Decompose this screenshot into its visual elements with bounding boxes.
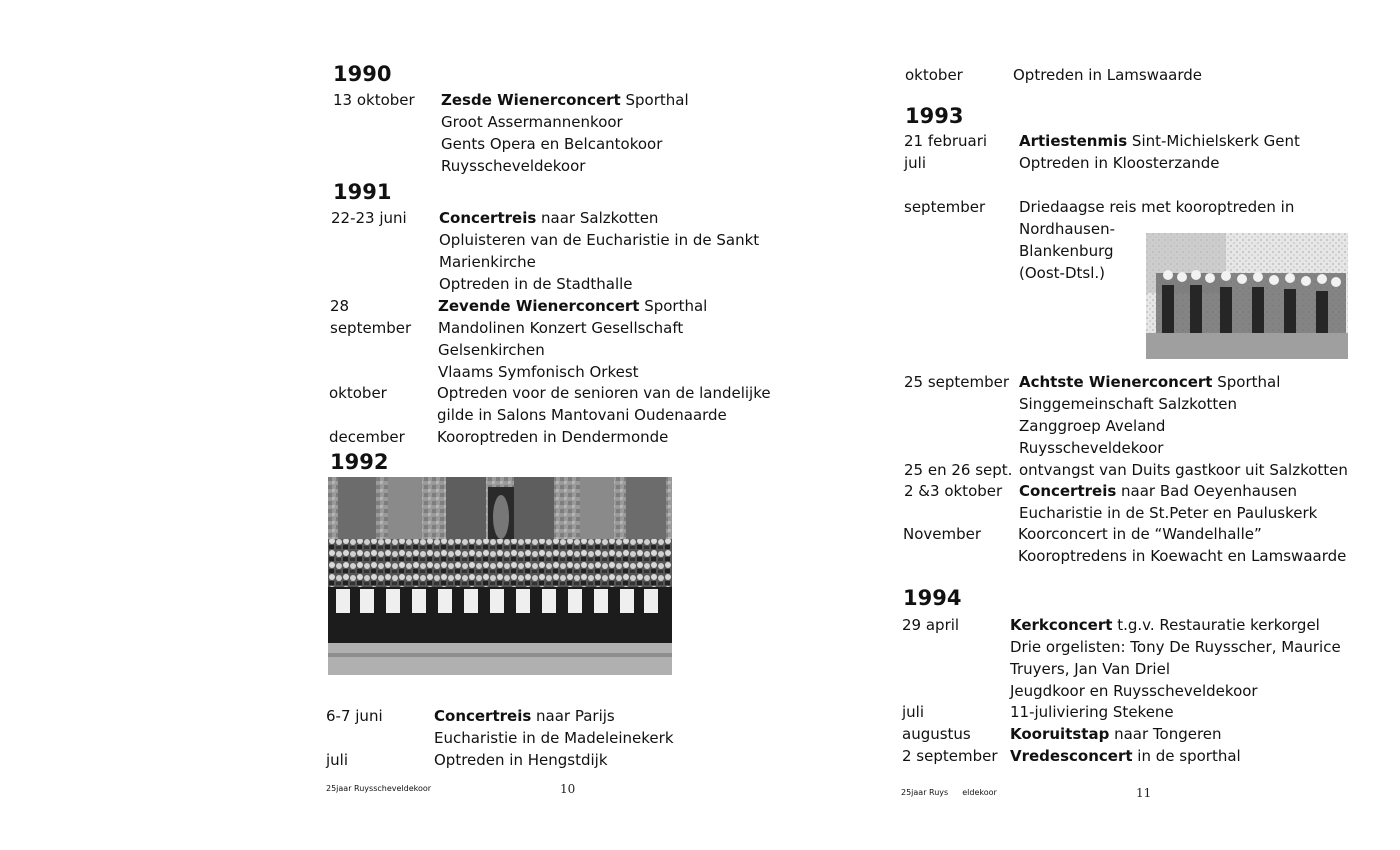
- year-heading-1993: 1993: [905, 104, 964, 128]
- entry-line: [1010, 614, 1341, 636]
- entry-date: [902, 723, 1010, 745]
- page-number: 11: [1136, 786, 1152, 800]
- year-heading-1991: 1991: [333, 180, 392, 204]
- entry-date: [902, 614, 1010, 702]
- entry-text-run: Kooroptredens in Koewacht en Lamswaarde: [1018, 547, 1347, 565]
- choir-photo-icon: [328, 477, 672, 675]
- footer-text-part: eldekoor: [962, 788, 997, 797]
- entry-text-run: naar Bad Oeyenhausen: [1116, 482, 1298, 500]
- entry-text-run: in de sporthal: [1132, 747, 1241, 765]
- year-heading-1994: 1994: [903, 586, 962, 610]
- entry-line: [438, 295, 707, 317]
- entry-text: [1019, 480, 1317, 524]
- entry-text-run: Optreden in Lamswaarde: [1013, 66, 1203, 84]
- entry-date-line: augustus: [902, 725, 971, 743]
- entry-date-line: september: [904, 198, 986, 216]
- entry-line: [1010, 745, 1241, 767]
- entry-text-run: Optreden voor de senioren van de landelijke: [437, 384, 771, 402]
- entry-date: [331, 207, 439, 295]
- entry-line: [1019, 415, 1280, 437]
- entry-line: [441, 155, 689, 177]
- entry-row: [333, 89, 689, 177]
- entry-row: [902, 745, 1241, 767]
- entry-line: [1010, 723, 1222, 745]
- entry-row: [904, 371, 1280, 459]
- entry-text-run: Ruysscheveldekoor: [1019, 439, 1164, 457]
- entry-line: [1010, 680, 1341, 702]
- year-heading-1992: 1992: [330, 450, 389, 474]
- entry-text: [441, 89, 689, 177]
- entry-line: [1019, 196, 1294, 218]
- entry-date-line: juli: [326, 751, 349, 769]
- entry-line: [438, 339, 707, 361]
- entry-text-run: Gelsenkirchen: [438, 341, 545, 359]
- entry-date: [904, 459, 1019, 481]
- entry-text: [1018, 523, 1346, 567]
- entry-line: [1019, 437, 1280, 459]
- entry-text: [434, 749, 608, 771]
- entry-line: [1018, 545, 1346, 567]
- entry-date-line: oktober: [329, 384, 387, 402]
- entry-row: [330, 295, 707, 383]
- entry-text-run: Drie orgelisten: Tony De Ruysscher, Maurice: [1010, 638, 1341, 656]
- entry-text-run: (Oost-Dtsl.): [1019, 264, 1105, 282]
- entry-row: [905, 64, 1202, 86]
- entry-text: [1010, 614, 1341, 702]
- entry-date: [330, 295, 438, 383]
- entry-text-run: naar Salzkotten: [536, 209, 659, 227]
- entry-row: [902, 701, 1174, 723]
- entry-text: [1019, 459, 1348, 481]
- entry-row: [902, 723, 1222, 745]
- entry-title: Artiestenmis: [1019, 132, 1128, 150]
- entry-text-run: naar Parijs: [531, 707, 615, 725]
- entry-row: [903, 523, 1346, 567]
- entry-text-run: Eucharistie in de St.Peter en Pauluskerk: [1019, 504, 1318, 522]
- entry-date-line: 29 april: [902, 616, 960, 634]
- entry-line: [1010, 658, 1341, 680]
- entry-text: [437, 426, 668, 448]
- entry-date: [326, 705, 434, 749]
- entry-date-line: November: [903, 525, 982, 543]
- entry-line: [1019, 480, 1317, 502]
- entry-text-run: Driedaagse reis met kooroptreden in: [1019, 198, 1295, 216]
- entry-row: [904, 152, 1220, 174]
- entry-date-line: 21 februari: [904, 132, 988, 150]
- choir-photo-1992: [328, 477, 672, 675]
- entry-text-run: Sint-Michielskerk Gent: [1127, 132, 1300, 150]
- choir-photo-icon: [1146, 233, 1348, 359]
- entry-date: [904, 371, 1019, 459]
- entry-date: [904, 130, 1019, 152]
- entry-line: [438, 361, 707, 383]
- entry-text-run: Optreden in Kloosterzande: [1019, 154, 1220, 172]
- entry-text-run: Truyers, Jan Van Driel: [1010, 660, 1170, 678]
- entry-text-run: Sporthal: [1212, 373, 1281, 391]
- entry-line: [1019, 393, 1280, 415]
- entry-date-line: december: [329, 428, 405, 446]
- entry-date-line: 28: [330, 297, 350, 315]
- entry-date: [904, 152, 1019, 174]
- entry-date-line: 25 september: [904, 373, 1010, 391]
- entry-text: [1019, 371, 1280, 459]
- entry-row: [329, 426, 668, 448]
- entry-row: [904, 130, 1300, 152]
- entry-date-line: 25 en 26 sept.: [904, 461, 1013, 479]
- entry-date-line: 6-7 juni: [326, 707, 383, 725]
- entry-date: [329, 382, 437, 426]
- entry-text-run: Optreden in Hengstdijk: [434, 751, 608, 769]
- entry-title: Kerkconcert: [1010, 616, 1113, 634]
- entry-date: [903, 523, 1018, 567]
- entry-row: [326, 705, 674, 749]
- entry-title: Vredesconcert: [1010, 747, 1133, 765]
- entry-date-line: oktober: [905, 66, 963, 84]
- entry-line: [441, 133, 689, 155]
- entry-line: [438, 317, 707, 339]
- entry-text-run: Zanggroep Aveland: [1019, 417, 1166, 435]
- page-number: 10: [560, 782, 576, 796]
- entry-title: Concertreis: [1019, 482, 1117, 500]
- entry-line: [1019, 371, 1280, 393]
- entry-date-line: september: [330, 319, 412, 337]
- entry-row: [331, 207, 759, 295]
- entry-text-run: Marienkirche: [439, 253, 536, 271]
- choir-photo-1993: [1146, 233, 1348, 359]
- entry-line: [1019, 459, 1348, 481]
- entry-text-run: Kooroptreden in Dendermonde: [437, 428, 669, 446]
- entry-line: [434, 705, 674, 727]
- entry-text-run: Nordhausen-: [1019, 220, 1115, 238]
- entry-line: [1019, 502, 1317, 524]
- entry-text-run: Gents Opera en Belcantokoor: [441, 135, 663, 153]
- entry-line: [1010, 701, 1174, 723]
- entry-date-line: 13 oktober: [333, 91, 415, 109]
- entry-date: [326, 749, 434, 771]
- entry-text: [1013, 64, 1202, 86]
- entry-title: Zesde Wienerconcert: [441, 91, 621, 109]
- entry-text-run: Optreden in de Stadthalle: [439, 275, 633, 293]
- entry-title: Kooruitstap: [1010, 725, 1110, 743]
- entry-text-run: Sporthal: [620, 91, 689, 109]
- entry-text-run: ontvangst van Duits gastkoor uit Salzkotten: [1019, 461, 1348, 479]
- footer-text: 25jaar Ruysscheveldekoor: [326, 784, 432, 793]
- entry-text: [438, 295, 707, 383]
- entry-line: [1019, 130, 1300, 152]
- entry-date-line: 2 september: [902, 747, 998, 765]
- entry-line: [1019, 152, 1220, 174]
- entry-line: [434, 749, 608, 771]
- footer-text-part: 25jaar Ruys: [901, 788, 949, 797]
- entry-line: [441, 89, 689, 111]
- entry-date: [329, 426, 437, 448]
- entry-row: [904, 480, 1317, 524]
- entry-row: [904, 459, 1348, 481]
- entry-text-run: Eucharistie in de Madeleinekerk: [434, 729, 674, 747]
- entry-date-line: juli: [904, 154, 927, 172]
- entry-text: [434, 705, 674, 749]
- entry-date-line: 2 &3 oktober: [904, 482, 1003, 500]
- entry-date-line: 22-23 juni: [331, 209, 407, 227]
- entry-date: [904, 196, 1019, 284]
- entry-text-run: Koorconcert in de “Wandelhalle”: [1018, 525, 1262, 543]
- entry-date: [333, 89, 441, 177]
- entry-date: [904, 480, 1019, 524]
- entry-line: [1010, 636, 1341, 658]
- entry-text: [1019, 152, 1220, 174]
- page-right: [700, 0, 1400, 850]
- entry-date: [902, 745, 1010, 767]
- entry-line: [437, 426, 668, 448]
- year-heading-1990: 1990: [333, 62, 392, 86]
- entry-date: [902, 701, 1010, 723]
- entry-text: [1010, 745, 1241, 767]
- entry-text-run: 11-juliviering Stekene: [1010, 703, 1174, 721]
- entry-row: [902, 614, 1341, 702]
- entry-text-run: Opluisteren van de Eucharistie in de Sankt: [439, 231, 760, 249]
- entry-text-run: Vlaams Symfonisch Orkest: [438, 363, 639, 381]
- entry-date: [905, 64, 1013, 86]
- entry-row: [326, 749, 608, 771]
- entry-text-run: Groot Assermannenkoor: [441, 113, 623, 131]
- entry-line: [434, 727, 674, 749]
- entry-text-run: naar Tongeren: [1109, 725, 1222, 743]
- entry-title: Achtste Wienerconcert: [1019, 373, 1213, 391]
- entry-text-run: gilde in Salons Mantovani Oudenaarde: [437, 406, 727, 424]
- entry-line: [1018, 523, 1346, 545]
- entry-text-run: Mandolinen Konzert Gesellschaft: [438, 319, 684, 337]
- entry-text: [1010, 701, 1174, 723]
- entry-title: Concertreis: [439, 209, 537, 227]
- footer-text: [901, 788, 997, 798]
- entry-text-run: Jeugdkoor en Ruysscheveldekoor: [1010, 682, 1258, 700]
- entry-text-run: Blankenburg: [1019, 242, 1114, 260]
- entry-title: Concertreis: [434, 707, 532, 725]
- entry-text: [1010, 723, 1222, 745]
- entry-text-run: t.g.v. Restauratie kerkorgel: [1112, 616, 1320, 634]
- entry-text-run: Ruysscheveldekoor: [441, 157, 586, 175]
- entry-line: [1013, 64, 1202, 86]
- entry-title: Zevende Wienerconcert: [438, 297, 640, 315]
- entry-date-line: juli: [902, 703, 925, 721]
- entry-text-run: Singgemeinschaft Salzkotten: [1019, 395, 1237, 413]
- entry-text: [1019, 130, 1300, 152]
- entry-line: [441, 111, 689, 133]
- entry-text-run: Sporthal: [639, 297, 708, 315]
